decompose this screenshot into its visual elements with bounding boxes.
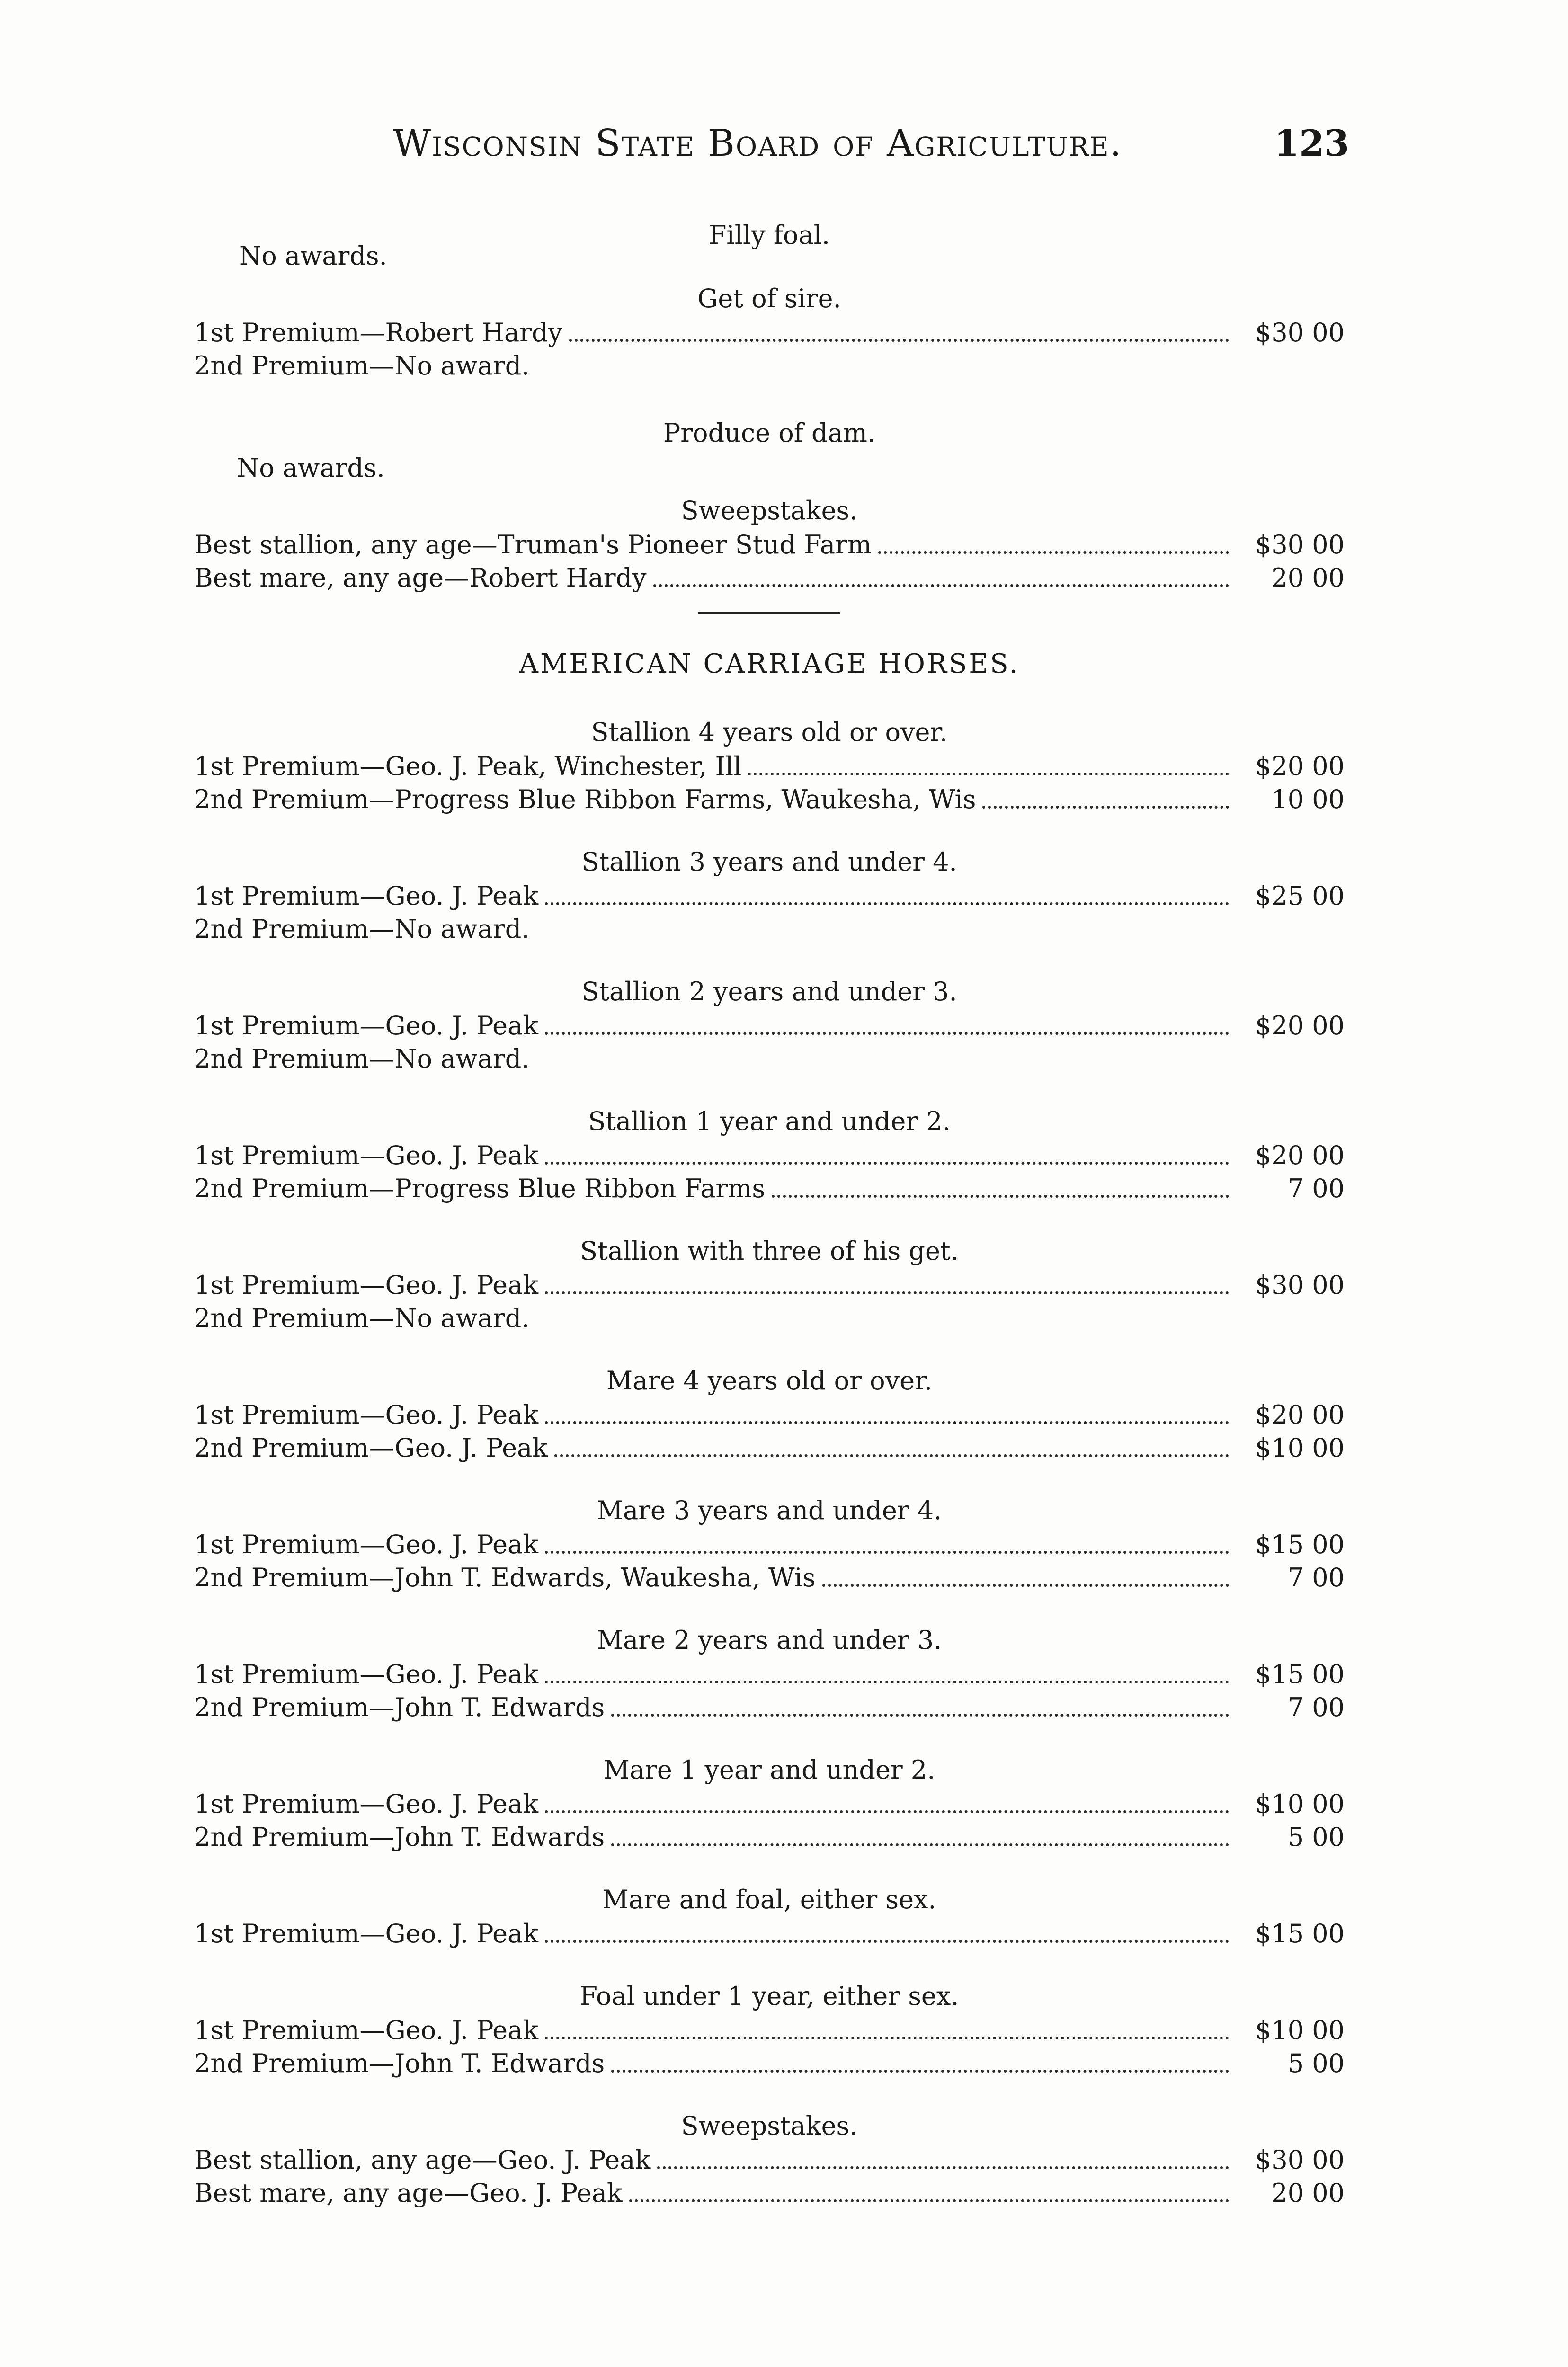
award-amount: $30 00 bbox=[1255, 1270, 1345, 1300]
award-label: Best stallion, any age—Geo. J. Peak bbox=[194, 2145, 651, 2175]
filly-foal-section bbox=[194, 218, 1345, 274]
award-label: 2nd Premium—No award. bbox=[194, 1303, 530, 1333]
award-label: 1st Premium—Geo. J. Peak bbox=[194, 881, 539, 911]
award-label: Best mare, any age—Geo. J. Peak bbox=[194, 2178, 623, 2208]
award-label: 2nd Premium—No award. bbox=[194, 914, 530, 944]
award-label: 1st Premium—Geo. J. Peak bbox=[194, 1011, 539, 1041]
no-awards-note: No awards. bbox=[237, 453, 385, 483]
award-label: 1st Premium—Robert Hardy bbox=[194, 318, 563, 347]
class-section bbox=[194, 1363, 1345, 1465]
award-label: 2nd Premium—No award. bbox=[194, 351, 530, 381]
dot-leader bbox=[545, 1681, 1229, 1683]
dot-leader bbox=[569, 339, 1229, 342]
award-label: 2nd Premium—John T. Edwards bbox=[194, 2048, 605, 2078]
class-heading: Mare 4 years old or over. bbox=[606, 1366, 933, 1396]
award-label: Best stallion, any age—Truman's Pioneer Stud Farm bbox=[194, 530, 872, 560]
award-row bbox=[194, 316, 1345, 349]
award-amount: 10 00 bbox=[1271, 784, 1345, 814]
award-label: 1st Premium—Geo. J. Peak bbox=[194, 1659, 539, 1689]
class-heading: Filly foal. bbox=[708, 220, 830, 250]
award-label: 1st Premium—Geo. J. Peak bbox=[194, 1530, 539, 1559]
award-label: 2nd Premium—Progress Blue Ribbon Farms, Waukesha, Wis bbox=[194, 784, 976, 814]
award-amount: 7 00 bbox=[1287, 1692, 1345, 1722]
dot-leader bbox=[545, 1810, 1229, 1813]
award-row bbox=[194, 1528, 1345, 1561]
class-heading: Mare 1 year and under 2. bbox=[603, 1755, 935, 1785]
award-row bbox=[194, 1398, 1345, 1432]
class-heading: Stallion 2 years and under 3. bbox=[581, 977, 957, 1006]
running-header bbox=[393, 122, 1349, 165]
award-amount: $15 00 bbox=[1255, 1659, 1345, 1689]
award-row bbox=[194, 1821, 1345, 1854]
award-label: 2nd Premium—Progress Blue Ribbon Farms bbox=[194, 1174, 766, 1203]
award-label: 1st Premium—Geo. J. Peak bbox=[194, 1140, 539, 1170]
class-heading: Mare 3 years and under 4. bbox=[597, 1495, 942, 1525]
award-row bbox=[194, 349, 1345, 383]
dot-leader bbox=[545, 902, 1229, 905]
carriage-horse-classes bbox=[194, 715, 1345, 2210]
award-amount: 7 00 bbox=[1287, 1174, 1345, 1203]
award-row bbox=[194, 1172, 1345, 1205]
dot-leader bbox=[657, 2166, 1229, 2169]
award-row bbox=[194, 1658, 1345, 1691]
award-row bbox=[194, 2047, 1345, 2080]
award-row bbox=[194, 1788, 1345, 1821]
dot-leader bbox=[629, 2199, 1229, 2202]
class-section bbox=[194, 715, 1345, 816]
award-row bbox=[194, 1269, 1345, 1302]
award-label: 1st Premium—Geo. J. Peak bbox=[194, 1789, 539, 1819]
class-heading: Get of sire. bbox=[697, 284, 841, 313]
class-section bbox=[194, 845, 1345, 946]
award-label: 2nd Premium—John T. Edwards, Waukesha, Wis bbox=[194, 1563, 816, 1593]
award-row bbox=[194, 2144, 1345, 2177]
award-amount: $10 00 bbox=[1255, 1433, 1345, 1463]
class-heading: Stallion 3 years and under 4. bbox=[581, 847, 957, 877]
class-heading: Sweepstakes. bbox=[681, 496, 858, 525]
running-header-title: Wisconsin State Board of Agriculture. bbox=[393, 122, 1123, 165]
class-heading: Sweepstakes. bbox=[681, 2111, 858, 2141]
class-section bbox=[194, 1623, 1345, 1724]
award-row bbox=[194, 2177, 1345, 2210]
award-label: 2nd Premium—John T. Edwards bbox=[194, 1692, 605, 1722]
award-row bbox=[194, 1009, 1345, 1042]
no-awards-note: No awards. bbox=[239, 241, 387, 271]
class-section bbox=[194, 1979, 1345, 2080]
award-amount: 5 00 bbox=[1287, 2048, 1345, 2078]
award-amount: $20 00 bbox=[1255, 751, 1345, 781]
award-label: 1st Premium—Geo. J. Peak bbox=[194, 1919, 539, 1949]
award-amount: 20 00 bbox=[1271, 2178, 1345, 2208]
class-section bbox=[194, 1104, 1345, 1205]
dot-leader bbox=[545, 1940, 1229, 1943]
sweepstakes-section bbox=[194, 493, 1345, 595]
dot-leader bbox=[545, 1032, 1229, 1035]
class-heading: Mare and foal, either sex. bbox=[602, 1885, 936, 1914]
class-section bbox=[194, 1753, 1345, 1854]
award-amount: $30 00 bbox=[1255, 530, 1345, 560]
award-row bbox=[194, 528, 1345, 561]
class-section bbox=[194, 2109, 1345, 2210]
page-content bbox=[194, 218, 1345, 2210]
class-section bbox=[194, 1234, 1345, 1335]
award-amount: 7 00 bbox=[1287, 1563, 1345, 1593]
award-row bbox=[194, 1302, 1345, 1335]
class-section bbox=[194, 1493, 1345, 1594]
dot-leader bbox=[545, 1291, 1229, 1294]
award-amount: $30 00 bbox=[1255, 318, 1345, 347]
dot-leader bbox=[611, 1843, 1229, 1846]
dot-leader bbox=[982, 806, 1229, 809]
award-label: 1st Premium—Geo. J. Peak bbox=[194, 1400, 539, 1430]
class-heading: Stallion 4 years old or over. bbox=[591, 717, 948, 747]
award-amount: $15 00 bbox=[1255, 1530, 1345, 1559]
class-heading: Stallion 1 year and under 2. bbox=[588, 1106, 951, 1136]
award-label: 2nd Premium—Geo. J. Peak bbox=[194, 1433, 548, 1463]
award-label: 1st Premium—Geo. J. Peak bbox=[194, 1270, 539, 1300]
class-heading: Foal under 1 year, either sex. bbox=[579, 1981, 959, 2011]
dot-leader bbox=[545, 1421, 1229, 1424]
award-amount: $10 00 bbox=[1255, 2015, 1345, 2045]
award-row bbox=[194, 1561, 1345, 1594]
award-amount: $30 00 bbox=[1255, 2145, 1345, 2175]
class-heading: Mare 2 years and under 3. bbox=[597, 1625, 942, 1655]
award-amount: $10 00 bbox=[1255, 1789, 1345, 1819]
award-row bbox=[194, 1139, 1345, 1172]
award-row bbox=[194, 1042, 1345, 1076]
award-amount: $20 00 bbox=[1255, 1400, 1345, 1430]
dot-leader bbox=[545, 1551, 1229, 1554]
award-label: 1st Premium—Geo. J. Peak bbox=[194, 2015, 539, 2045]
award-row bbox=[194, 750, 1345, 783]
dot-leader bbox=[653, 584, 1229, 587]
award-label: 2nd Premium—John T. Edwards bbox=[194, 1822, 605, 1852]
dot-leader bbox=[554, 1454, 1229, 1457]
page-number: 123 bbox=[1274, 122, 1349, 164]
award-amount: $20 00 bbox=[1255, 1011, 1345, 1041]
class-heading: Produce of dam. bbox=[663, 418, 876, 448]
award-row bbox=[194, 913, 1345, 946]
class-section bbox=[194, 974, 1345, 1076]
award-amount: $20 00 bbox=[1255, 1140, 1345, 1170]
dot-leader bbox=[545, 2037, 1229, 2039]
award-row bbox=[194, 880, 1345, 913]
award-label: 2nd Premium—No award. bbox=[194, 1044, 530, 1074]
award-label: 1st Premium—Geo. J. Peak, Winchester, Ill bbox=[194, 751, 742, 781]
award-label: Best mare, any age—Robert Hardy bbox=[194, 563, 647, 593]
dot-leader bbox=[611, 2070, 1229, 2073]
award-amount: 5 00 bbox=[1287, 1822, 1345, 1852]
class-heading: Stallion with three of his get. bbox=[580, 1236, 959, 1266]
award-amount: $15 00 bbox=[1255, 1919, 1345, 1949]
dot-leader bbox=[822, 1584, 1229, 1587]
dot-leader bbox=[878, 551, 1229, 554]
section-title: AMERICAN CARRIAGE HORSES. bbox=[519, 649, 1020, 679]
award-row bbox=[194, 2014, 1345, 2047]
award-row bbox=[194, 561, 1345, 595]
dot-leader bbox=[748, 773, 1229, 775]
get-of-sire-section bbox=[194, 281, 1345, 383]
award-row bbox=[194, 783, 1345, 816]
award-row bbox=[194, 1691, 1345, 1724]
produce-of-dam-section bbox=[194, 416, 1345, 486]
dot-leader bbox=[545, 1162, 1229, 1165]
section-divider bbox=[698, 612, 840, 614]
award-amount: 20 00 bbox=[1271, 563, 1345, 593]
award-amount: $25 00 bbox=[1255, 881, 1345, 911]
award-row bbox=[194, 1917, 1345, 1950]
award-row bbox=[194, 1432, 1345, 1465]
class-section bbox=[194, 1882, 1345, 1950]
dot-leader bbox=[772, 1195, 1229, 1198]
dot-leader bbox=[611, 1714, 1229, 1717]
